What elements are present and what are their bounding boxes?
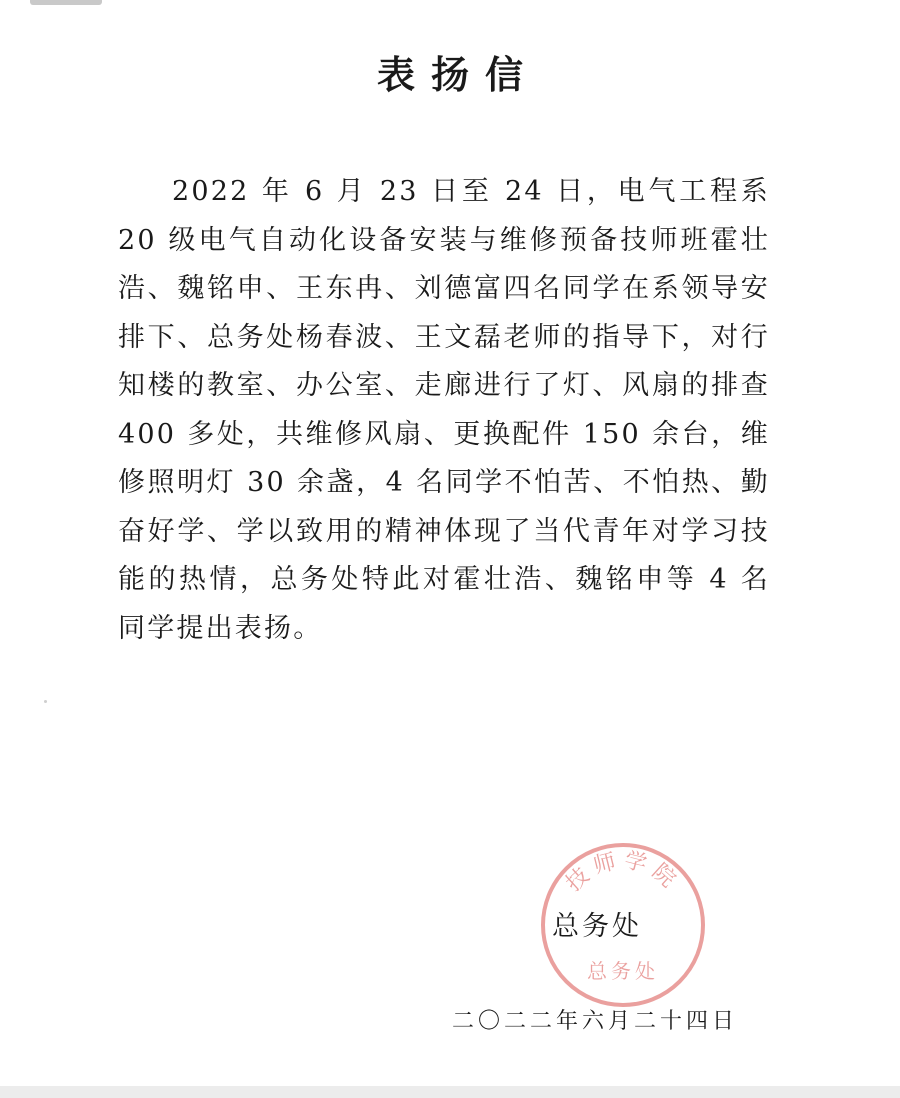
page-title: 表扬信 <box>376 53 539 97</box>
letter-body: 2022 年 6 月 23 日至 24 日，电气工程系 20 级电气自动化设备安装与维修预备技师班霍壮浩、魏铭申、王东冉、刘德富四名同学在系领导安排下、总务处杨春波、王文磊老师的指导下，对行知楼的教室、办公室、走廊进行了灯、风扇的排查 400 多处，共维修风扇、更换配件 150 余台，维修照明灯 30 余盏，4 名同学不怕苦、不怕热、勤奋好学、学以致用的精神体现了当代青年对学习技能的热情，总务处特此对霍壮浩、魏铭申等 4 名同学提出表扬。 <box>118 176 770 644</box>
signer-name: 总务处 <box>552 911 642 942</box>
seal-ring-text: 技师学院 <box>561 847 685 897</box>
scan-speck <box>44 700 47 703</box>
signing-date: 二〇二二年六月二十四日 <box>452 1009 739 1034</box>
bottom-bar <box>0 1086 900 1098</box>
seal-center-text: 总务处 <box>587 959 659 983</box>
top-scroll-strip <box>30 0 102 5</box>
